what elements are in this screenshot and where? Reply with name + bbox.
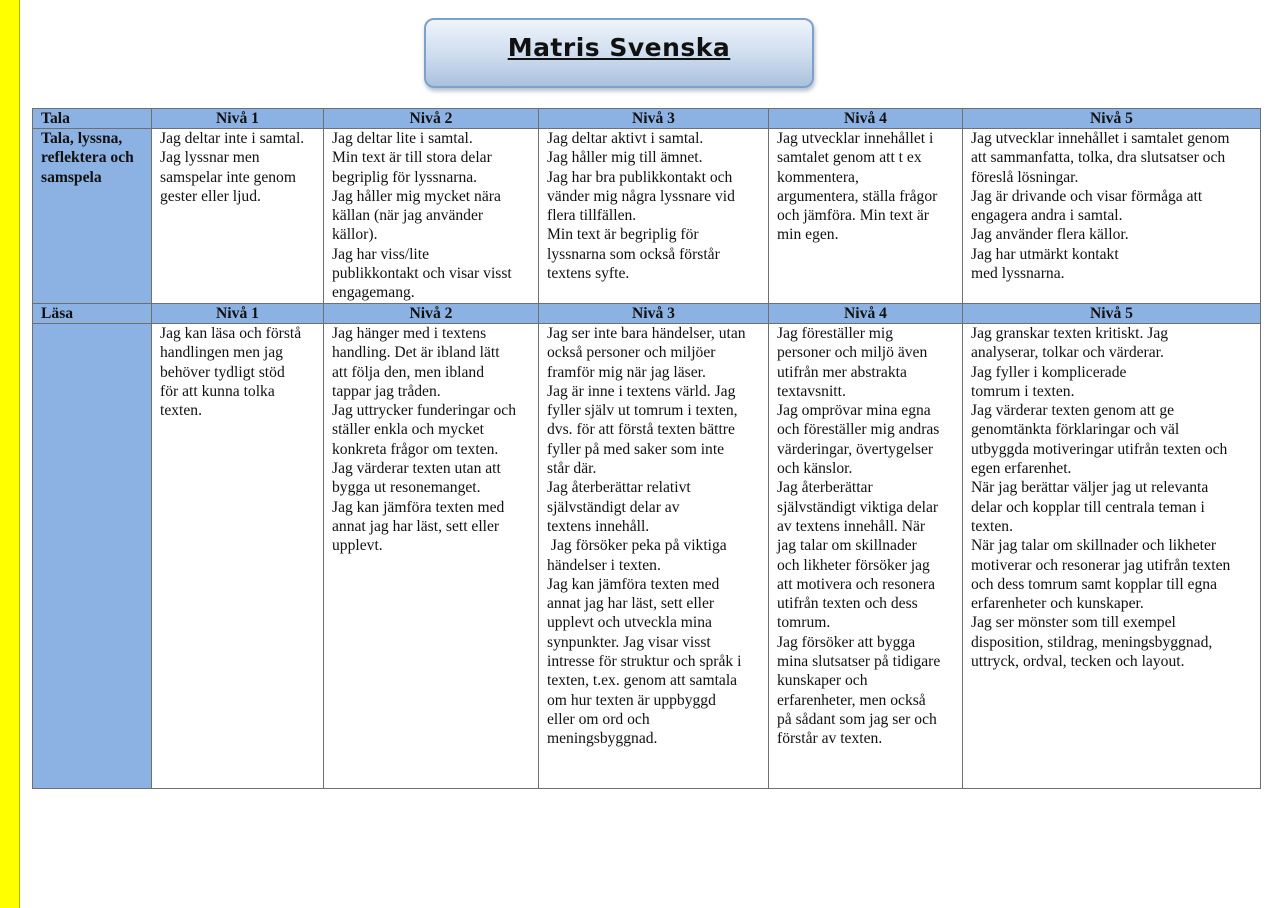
cell-text-line: handlingen men jag	[160, 344, 283, 362]
criteria-cell	[324, 129, 539, 304]
cell-text-line: annat jag har läst, sett eller	[547, 595, 715, 613]
cell-text-line: Jag värderar texten genom att ge	[971, 402, 1175, 420]
level-header: Nivå 1	[152, 109, 324, 129]
level-header: Nivå 2	[324, 304, 539, 324]
section-label: Tala	[33, 109, 152, 129]
cell-text-line: kunskaper och	[777, 672, 868, 690]
cell-text-line: källor).	[332, 226, 378, 244]
cell-text-line: Jag har viss/lite	[332, 245, 430, 263]
cell-text-line: Jag återberättar	[777, 479, 873, 497]
level-header: Nivå 3	[539, 109, 769, 129]
criteria-cell	[963, 129, 1261, 304]
cell-text-line: reflektera och	[41, 149, 134, 167]
level-header: Nivå 5	[963, 304, 1261, 324]
cell-text-line: Jag utvecklar innehållet i samtalet genom	[971, 130, 1230, 147]
cell-text-line: Jag kan jämföra texten med	[547, 575, 720, 593]
cell-text-line: samtalet genom att t ex	[777, 149, 922, 167]
cell-text-line: Jag omprövar mina egna	[777, 402, 931, 420]
cell-text-line: Jag använder flera källor.	[971, 226, 1129, 244]
cell-text-line: självständigt delar av	[547, 498, 680, 516]
cell-text-line: Jag värderar texten utan att	[332, 460, 501, 478]
cell-text-line: på sådant som jag ser och	[777, 710, 937, 728]
cell-text-line: framför mig när jag läser.	[547, 363, 706, 381]
cell-text-line: engagemang.	[332, 284, 415, 302]
cell-text-line: står där.	[547, 460, 597, 478]
cell-text-line: att sammanfatta, tolka, dra slutsatser och	[971, 149, 1226, 167]
cell-text-line: Jag återberättar relativt	[547, 479, 691, 497]
cell-text-line: Jag deltar inte i samtal.	[160, 130, 305, 147]
cell-text-line: för att kunna tolka	[160, 382, 275, 400]
cell-text-line: också personer och miljöer	[547, 344, 716, 362]
cell-text-line: publikkontakt och visar visst	[332, 265, 512, 283]
section-content-row	[33, 324, 1261, 789]
level-header: Nivå 4	[769, 109, 963, 129]
cell-text-line: Jag kan jämföra texten med	[332, 498, 505, 516]
criteria-cell	[963, 324, 1261, 789]
cell-text-line: upplevt.	[332, 537, 383, 555]
category-cell	[33, 129, 152, 304]
cell-text-line: Jag deltar aktivt i samtal.	[547, 130, 704, 147]
cell-text-line: Min text är till stora delar	[332, 149, 492, 167]
cell-text-line: självständigt viktiga delar	[777, 498, 939, 516]
cell-text-line: Min text är begriplig för	[547, 226, 699, 244]
cell-text-line: synpunkter. Jag visar visst	[547, 633, 711, 651]
cell-text-line: texten.	[971, 517, 1013, 535]
cell-text-line: delar och kopplar till centrala teman i	[971, 498, 1205, 516]
criteria-cell	[539, 129, 769, 304]
cell-text-line: gester eller ljud.	[160, 187, 261, 205]
criteria-cell	[539, 324, 769, 789]
cell-text-line: om hur texten är uppbyggd	[547, 691, 716, 709]
cell-text-line: händelser i texten.	[547, 556, 661, 574]
cell-text-line: med lyssnarna.	[971, 265, 1065, 283]
cell-text-line: mina slutsatser på tidigare	[777, 653, 941, 671]
cell-text-line: Tala, lyssna,	[41, 130, 123, 147]
page-title: Matris Svenska	[507, 32, 731, 62]
criteria-cell	[769, 324, 963, 789]
cell-text-line: kommentera,	[777, 168, 859, 186]
cell-text-line: Jag är inne i textens värld. Jag	[547, 382, 736, 400]
cell-text-line: utifrån texten och dess	[777, 595, 918, 613]
cell-text-line: Jag kan läsa och förstå	[160, 325, 302, 342]
level-header: Nivå 4	[769, 304, 963, 324]
cell-text-line: Jag hänger med i textens	[332, 325, 487, 342]
cell-text-line: behöver tydligt stöd	[160, 363, 285, 381]
cell-text-line: utbyggda motiveringar utifrån texten och	[971, 440, 1228, 458]
cell-text-line: och föreställer mig andras	[777, 421, 940, 439]
criteria-cell	[152, 129, 324, 304]
cell-text-line: upplevt och utveckla mina	[547, 614, 712, 632]
cell-text-line: Jag föreställer mig	[777, 325, 894, 342]
cell-text-line: När jag talar om skillnader och likheter	[971, 537, 1217, 555]
cell-text-line: disposition, stildrag, meningsbyggnad,	[971, 633, 1213, 651]
cell-text-line: eller om ord och	[547, 710, 650, 728]
title-box	[424, 18, 814, 88]
level-header: Nivå 3	[539, 304, 769, 324]
cell-text-line: att följa den, men ibland	[332, 363, 484, 381]
cell-text-line: att motivera och resonera	[777, 575, 936, 593]
cell-text-line: samspela	[41, 168, 102, 186]
cell-text-line: källan (när jag använder	[332, 207, 484, 225]
cell-text-line: tomrum.	[777, 614, 831, 632]
criteria-cell	[324, 324, 539, 789]
level-header: Nivå 5	[963, 109, 1261, 129]
cell-text-line: utifrån mer abstrakta	[777, 363, 907, 381]
cell-text-line: intresse för struktur och språk i	[547, 653, 742, 671]
cell-text-line: Jag ser mönster som till exempel	[971, 614, 1176, 632]
cell-text-line: erfarenheter och kunskaper.	[971, 595, 1144, 613]
cell-text-line: vänder mig några lyssnare vid	[547, 187, 735, 205]
cell-text-line: personer och miljö även	[777, 344, 928, 362]
cell-text-line: Jag deltar lite i samtal.	[332, 130, 473, 147]
cell-text-line: och dess tomrum samt kopplar till egna	[971, 575, 1217, 593]
cell-text-line: fyller själv ut tomrum i texten,	[547, 402, 738, 420]
cell-text-line: samspelar inte genom	[160, 168, 296, 186]
cell-text-line: När jag berättar väljer jag ut relevanta	[971, 479, 1209, 497]
cell-text-line: meningsbyggnad.	[547, 730, 658, 748]
section-label: Läsa	[33, 304, 152, 324]
cell-text-line: tomrum i texten.	[971, 382, 1075, 400]
criteria-cell	[769, 129, 963, 304]
cell-text-line: erfarenheter, men också	[777, 691, 926, 709]
cell-text-line: handling. Det är ibland lätt	[332, 344, 500, 362]
category-cell	[33, 324, 152, 789]
section-header-row	[33, 109, 1261, 129]
cell-text-line: texten.	[160, 402, 202, 420]
cell-text-line: Jag håller mig till ämnet.	[547, 149, 703, 167]
cell-text-line: min egen.	[777, 226, 839, 244]
cell-text-line: Jag är drivande och visar förmåga att	[971, 187, 1203, 205]
cell-text-line: Jag lyssnar men	[160, 149, 260, 167]
criteria-cell	[152, 324, 324, 789]
cell-text-line: lyssnarna som också förstår	[547, 245, 720, 263]
cell-text-line: motiverar och resonerar jag utifrån texten	[971, 556, 1231, 574]
cell-text-line: jag talar om skillnader	[777, 537, 917, 555]
cell-text-line: bygga ut resonemanget.	[332, 479, 481, 497]
cell-text-line: flera tillfällen.	[547, 207, 637, 225]
cell-text-line: och känslor.	[777, 460, 853, 478]
cell-text-line: argumentera, ställa frågor	[777, 187, 938, 205]
cell-text-line: analyserar, tolkar och värderar.	[971, 344, 1164, 362]
cell-text-line: värderingar, övertygelser	[777, 440, 934, 458]
cell-text-line: Jag utvecklar innehållet i	[777, 130, 934, 147]
cell-text-line: konkreta frågor om texten.	[332, 440, 499, 458]
cell-text-line: Jag håller mig mycket nära	[332, 187, 501, 205]
cell-text-line: förstår av texten.	[777, 730, 883, 748]
cell-text-line: genomtänkta förklaringar och väl	[971, 421, 1180, 439]
cell-text-line: föreslå lösningar.	[971, 168, 1079, 186]
left-margin-bar	[0, 0, 20, 908]
cell-text-line: Jag försöker peka på viktiga	[547, 537, 727, 555]
section-content-row	[33, 129, 1261, 304]
cell-text-line: egen erfarenhet.	[971, 460, 1072, 478]
section-header-row	[33, 304, 1261, 324]
cell-text-line: begriplig för lyssnarna.	[332, 168, 478, 186]
cell-text-line: uttryck, ordval, tecken och layout.	[971, 653, 1185, 671]
cell-text-line: och likheter försöker jag	[777, 556, 930, 574]
cell-text-line: Jag fyller i komplicerade	[971, 363, 1127, 381]
cell-text-line: engagera andra i samtal.	[971, 207, 1123, 225]
cell-text-line: Jag har bra publikkontakt och	[547, 168, 733, 186]
assessment-matrix	[32, 108, 1261, 789]
cell-text-line: Jag försöker att bygga	[777, 633, 916, 651]
level-header: Nivå 2	[324, 109, 539, 129]
cell-text-line: textens syfte.	[547, 265, 630, 283]
cell-text-line: ställer enkla och mycket	[332, 421, 484, 439]
cell-text-line: tappar jag tråden.	[332, 382, 441, 400]
cell-text-line: fyller på med saker som inte	[547, 440, 725, 458]
cell-text-line: textavsnitt.	[777, 382, 846, 400]
cell-text-line: av textens innehåll. När	[777, 517, 926, 535]
cell-text-line: annat jag har läst, sett eller	[332, 517, 500, 535]
cell-text-line: Jag har utmärkt kontakt	[971, 245, 1119, 263]
level-header: Nivå 1	[152, 304, 324, 324]
cell-text-line: dvs. för att förstå texten bättre	[547, 421, 735, 439]
cell-text-line: och jämföra. Min text är	[777, 207, 929, 225]
cell-text-line: texten, t.ex. genom att samtala	[547, 672, 738, 690]
cell-text-line: Jag granskar texten kritiskt. Jag	[971, 325, 1169, 342]
cell-text-line: textens innehåll.	[547, 517, 650, 535]
cell-text-line: Jag uttrycker funderingar och	[332, 402, 517, 420]
cell-text-line: Jag ser inte bara händelser, utan	[547, 325, 746, 342]
